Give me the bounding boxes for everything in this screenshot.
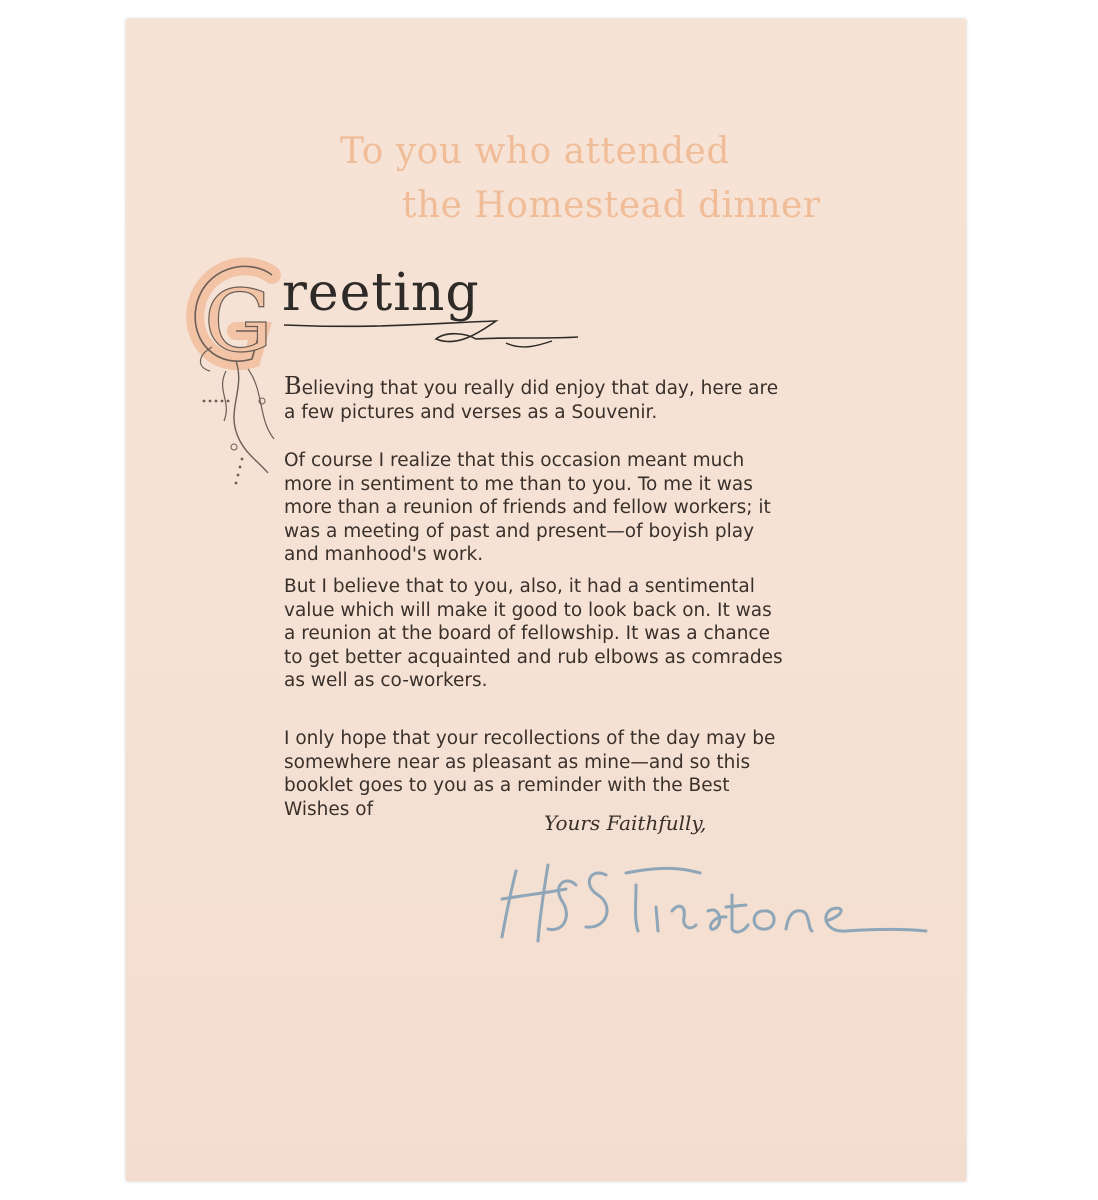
dedication-line-2: the Homestead dinner (402, 185, 821, 226)
handwritten-signature (486, 845, 946, 965)
paragraph-1-dropcap: B (284, 372, 302, 400)
greeting-word: reeting (282, 263, 480, 323)
paragraph-4: I only hope that your recollections of the day may be somewhere near as pleasant as mine—and so this booklet goes to you as a reminder with the Best Wishes of (284, 728, 776, 820)
paragraph-1-text: elieving that you really did enjoy that day, here are a few pictures and verses as a Souvenir. (284, 378, 779, 423)
initial-letter: G (204, 272, 273, 372)
closing-line: Yours Faithfully, (544, 811, 707, 835)
signature-text: H.S. Firestone (486, 845, 492, 846)
dedication-line-1: To you who attended (340, 131, 730, 172)
paragraph-3: But I believe that to you, also, it had a sentimental value which will make it good to look back on. It was a reunion at the board of fellowship. It was a chance to get better acquainted and rub elbows as comrades as well as co-workers. (284, 576, 783, 691)
paragraph-1 (284, 372, 784, 424)
booklet-page (126, 19, 966, 1181)
paragraph-2: Of course I realize that this occasion meant much more in sentiment to me than to you. To me it was more than a reunion of friends and fellow workers; it was a meeting of past and present—of boyish play and manhood's work. (284, 450, 771, 565)
